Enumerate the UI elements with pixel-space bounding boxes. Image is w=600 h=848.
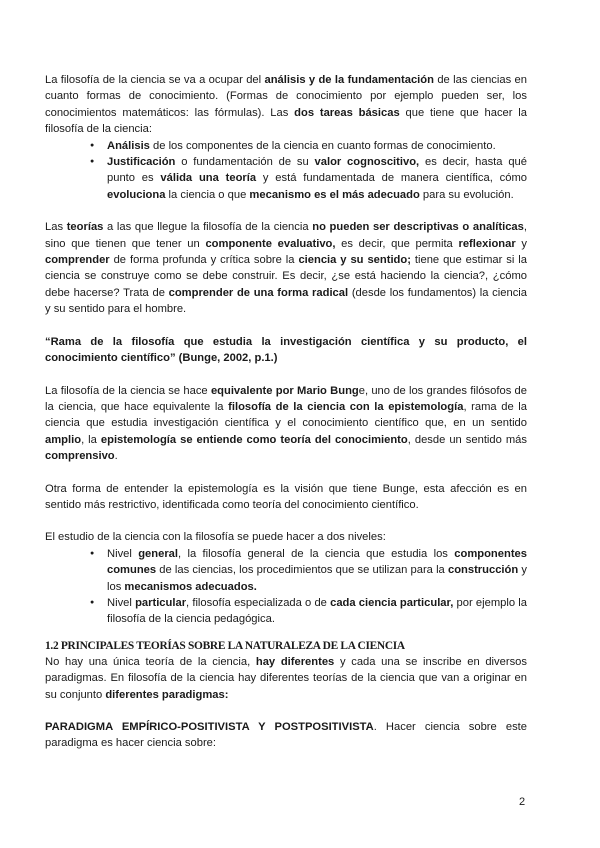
text: La filosofía de la ciencia se va a ocupar del [45, 74, 265, 86]
bold-text: construcción [447, 564, 519, 577]
epistemology-paragraph [45, 383, 527, 465]
bold-text: componentes comunes [107, 547, 527, 577]
text: No hay una única teoría de la ciencia, [45, 655, 256, 668]
bold-text: Justificación [107, 156, 176, 169]
bold-text: evoluciona [107, 188, 166, 201]
text: de las ciencias en cuanto formas de conocimiento. (Formas de conocimiento por ejemplo pueden ser, los conocimientos matemáticos: las fórmulas). Las [45, 74, 527, 119]
levels-paragraph: El estudio de la ciencia con la filosofía se puede hacer a dos niveles: [45, 531, 386, 544]
text: , la [81, 433, 101, 446]
levels-list [45, 546, 527, 628]
bold-text: hay diferentes [255, 655, 335, 668]
text: para su evolución. [419, 188, 514, 201]
bold-text: componente evaluativo, [205, 237, 336, 250]
bold-text: Análisis [107, 139, 150, 152]
text: La filosofía de la ciencia se hace [45, 384, 211, 397]
page-number: 2 [519, 796, 526, 808]
text: , desde un sentido más [407, 433, 527, 446]
bold-text: cada ciencia particular, [330, 596, 454, 609]
text: que tiene que hacer la filosofía de la ciencia: [45, 106, 528, 136]
bold-text: válida una teoría [160, 172, 257, 185]
text: Las [45, 221, 67, 234]
bold-text: reflexionar [458, 237, 516, 250]
bold-text: análisis y de la fundamentación [264, 74, 434, 86]
bold-text: mecanismo es el más adecuado [249, 188, 420, 201]
text: es decir, hasta qué punto es [107, 156, 527, 185]
text: es decir, que permita [335, 237, 459, 250]
text: . [114, 450, 118, 463]
text: de los componentes de la ciencia en cuanto formas de conocimiento. [149, 139, 496, 152]
bold-text: epistemología se entiende como teoría del conocimiento [100, 433, 408, 446]
bold-text: comprender de una forma radical [168, 286, 349, 299]
bold-text: filosofía de la ciencia con la epistemología [228, 400, 464, 413]
theories-paragraph [45, 219, 527, 317]
bold-text: teorías [66, 221, 104, 234]
bold-text: equivalente por Mario Bung [210, 384, 359, 397]
intro-paragraph [45, 72, 527, 138]
text: , la filosofía general de la ciencia que estudia los [178, 547, 455, 560]
text: Nivel [107, 547, 139, 560]
list-item [107, 595, 527, 628]
text: la ciencia o que [165, 188, 250, 201]
bold-text: valor cognoscitivo, [314, 156, 420, 169]
positivist-paragraph [45, 719, 527, 752]
bold-text: mecanismos adecuados. [124, 580, 257, 593]
text: y cada una se inscribe en diversos paradigmas. En filosofía de la ciencia hay diferentes teorías de la ciencia que van a originar en su conjunto [45, 655, 527, 701]
bold-text: comprensivo [45, 450, 115, 463]
text: tiene que estimar si la ciencia se construye como se debe construir. Es decir, ¿se está haciendo la ciencia?, ¿cómo debe hacerse? Trata de [45, 254, 527, 299]
text: Nivel [107, 596, 136, 609]
bold-text: PARADIGMA EMPÍRICO-POSITIVISTA Y POSTPOSITIVISTA [45, 721, 374, 733]
bold-text: comprender [45, 254, 110, 267]
list-item [107, 138, 527, 154]
text: y está fundamentada de manera científica, cómo [256, 172, 527, 185]
text: , sino que tienen que tener un [45, 221, 527, 250]
document-page [45, 72, 527, 752]
list-item [107, 546, 527, 595]
bold-text: dos tareas básicas [294, 106, 400, 119]
quote-text: “Rama de la filosofía que estudia la investigación científica y su producto, el conocimiento científico” (Bunge, 2002, p.1.) [45, 335, 527, 365]
bold-text: particular [135, 596, 187, 609]
tasks-list [45, 138, 527, 204]
text: a las que llegue la filosofía de la ciencia [103, 221, 313, 234]
bold-text: amplio [45, 433, 82, 446]
text: de las ciencias, los procedimientos que se utilizan para la [156, 564, 448, 577]
text: e, uno de los grandes filósofos de la ciencia, que hace equivalente la [45, 384, 527, 413]
section-heading: 1.2 PRINCIPALES TEORÍAS SOBRE LA NATURALEZA DE LA CIENCIA [45, 639, 405, 652]
text: de forma profunda y crítica sobre la [109, 254, 299, 267]
bold-text: general [138, 547, 179, 560]
paradigms-paragraph [45, 654, 527, 703]
text: . Hacer ciencia sobre este paradigma es hacer ciencia sobre: [45, 721, 527, 750]
text: , filosofía especializada o de [186, 596, 331, 609]
text: por ejemplo la filosofía de la ciencia pedagógica. [107, 596, 527, 626]
bold-text: no pueden ser descriptivas o analíticas [312, 221, 524, 234]
bold-text: diferentes paradigmas: [105, 688, 229, 701]
bunge-quote [45, 334, 527, 367]
bunge-view-paragraph: Otra forma de entender la epistemología es la visión que tiene Bunge, esta afección es en sentido más restrictivo, identificada como teoría del conocimiento científico. [45, 482, 527, 511]
text: , rama de la ciencia que estudia investigación científica y el conocimiento científico que, en un sentido [45, 400, 528, 430]
text: y los [107, 564, 527, 593]
list-item [107, 154, 527, 203]
text: o fundamentación de su [175, 156, 315, 169]
bold-text: ciencia y su sentido; [298, 254, 411, 267]
text: y [515, 237, 527, 250]
text: (desde los fundamentos) la ciencia y su sentido para el hombre. [45, 286, 528, 316]
